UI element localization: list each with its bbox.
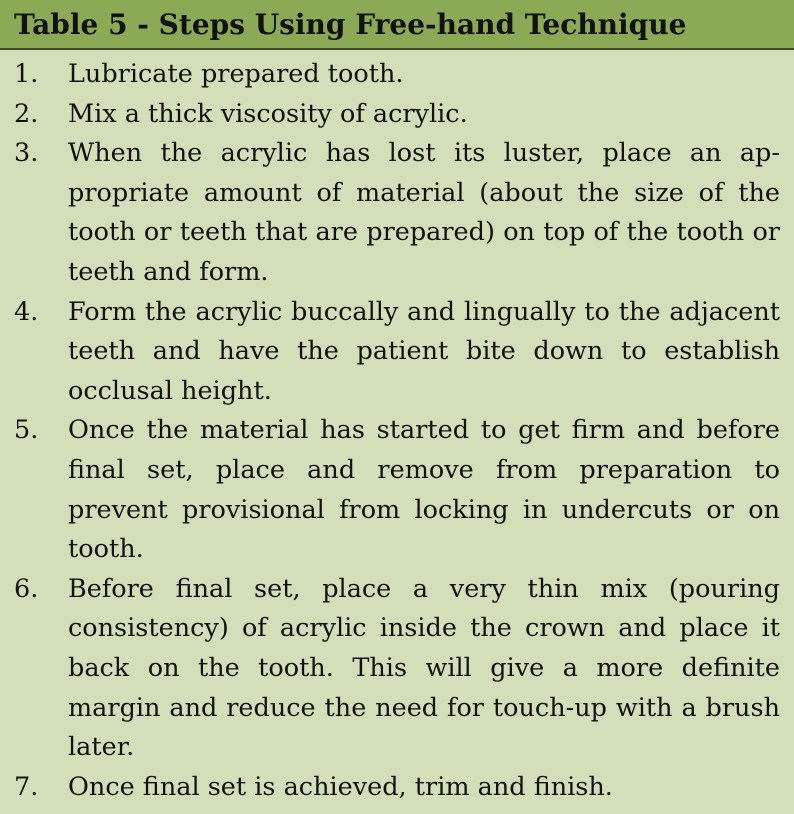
list-item-step-6 <box>0 570 794 768</box>
step-text: Form the acrylic buccally and lingually to the adjacent teeth and have the patient bite down to establish occlusal height. <box>68 296 780 406</box>
step-text: Once final set is achieved, trim and finish. <box>68 771 613 802</box>
step-number: 5. <box>14 415 39 446</box>
list-item-step-1 <box>0 55 794 95</box>
table-title: Table 5 - Steps Using Free-hand Technique <box>14 8 687 41</box>
step-text: Mix a thick viscosity of acrylic. <box>68 98 468 129</box>
list-item-step-2 <box>0 95 794 135</box>
list-item-step-7 <box>0 768 794 808</box>
step-number: 4. <box>14 296 39 327</box>
step-number: 6. <box>14 573 39 604</box>
step-number: 3. <box>14 138 39 169</box>
step-text: Before final set, place a very thin mix (pouring consistency) of acrylic inside the crown and place it back on the tooth. This will give a more definite margin and reduce the need for touch-up with a brush later. <box>68 573 780 763</box>
list-item-step-4 <box>0 293 794 412</box>
step-text: Once the material has started to get firm and before final set, place and remove from preparation to prevent provisional from locking in undercuts or on tooth. <box>68 415 780 565</box>
step-number: 2. <box>14 98 39 129</box>
table-header <box>0 0 794 50</box>
step-number: 1. <box>14 59 39 89</box>
list-item-step-3 <box>0 134 794 292</box>
step-text: When the acrylic has lost its luster, place an appropriate amount of material (about the size of the tooth or teeth that are prepared) on top of the tooth or teeth and form. <box>68 138 780 287</box>
step-number: 7. <box>14 771 39 802</box>
steps-list <box>0 55 794 807</box>
list-item-step-5 <box>0 411 794 569</box>
step-text: Lubricate prepared tooth. <box>68 59 404 89</box>
